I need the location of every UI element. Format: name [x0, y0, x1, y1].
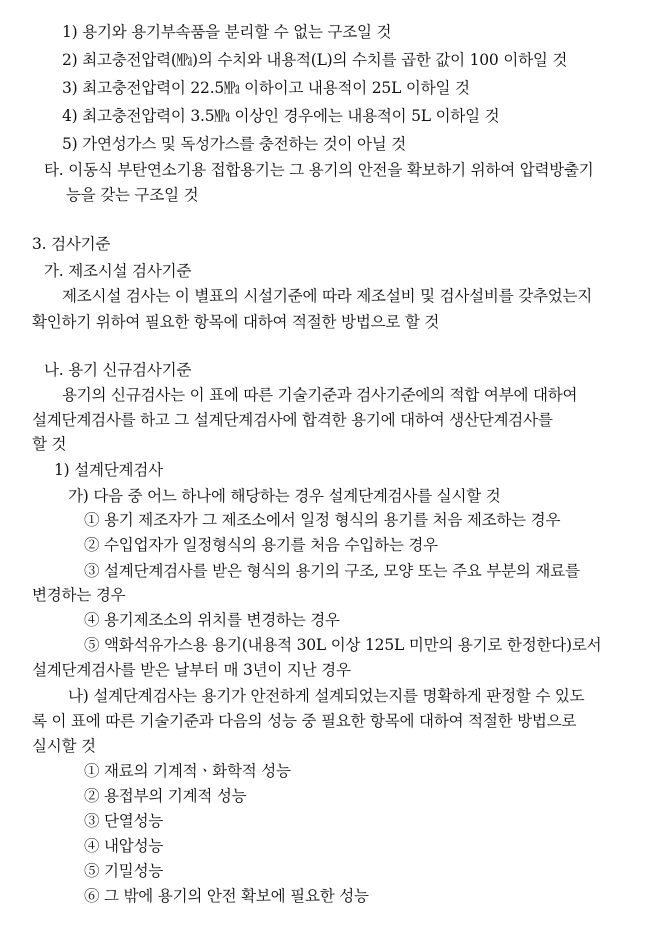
- circled-item: ⑤ 액화석유가스용 용기(내용적 30L 이상 125L 미만의 용기로 한정한다)로서: [84, 636, 602, 654]
- paragraph-ga-line2: 확인하기 위하여 필요한 항목에 대하여 적절한 방법으로 할 것: [32, 313, 440, 331]
- circled-item: ① 용기 제조자가 그 제조소에서 일정 형식의 용기를 처음 제조하는 경우: [84, 511, 561, 529]
- item-na-line2: 록 이 표에 따른 기술기준과 다음의 성능 중 필요한 항목에 대하여 적절한 방법으로: [32, 712, 577, 730]
- list-item: 1) 용기와 용기부속품을 분리할 수 없는 구조일 것: [62, 23, 392, 41]
- performance-item: ⑤ 기밀성능: [84, 862, 164, 880]
- list-item: 4) 최고충전압력이 3.5㎫ 이상인 경우에는 내용적이 5L 이하일 것: [62, 107, 500, 125]
- circled-item: ④ 용기제조소의 위치를 변경하는 경우: [84, 611, 340, 629]
- circled-item-continuation: 설계단계검사를 받은 날부터 매 3년이 지난 경우: [32, 661, 351, 679]
- paragraph-na-line1: 용기의 신규검사는 이 표에 따른 기술기준과 검사기준에의 적합 여부에 대하여: [62, 386, 578, 404]
- sub-heading-design-inspection: 1) 설계단계검사: [54, 461, 163, 479]
- paragraph-ga-line1: 제조시설 검사는 이 별표의 시설기준에 따라 제조설비 및 검사설비를 갖추었는지: [62, 287, 593, 305]
- list-item: 2) 최고충전압력(㎫)의 수치와 내용적(L)의 수치를 곱한 값이 100 이하일 것: [62, 51, 568, 69]
- circled-item: ② 수입업자가 일정형식의 용기를 처음 수입하는 경우: [84, 536, 438, 554]
- performance-item: ① 재료의 기계적ㆍ화학적 성능: [84, 762, 291, 780]
- performance-item: ② 용접부의 기계적 성능: [84, 787, 247, 805]
- paragraph-na-line2: 설계단계검사를 하고 그 설계단계검사에 합격한 용기에 대하여 생산단계검사를: [32, 411, 553, 429]
- circled-item-continuation: 변경하는 경우: [32, 586, 126, 604]
- subsection-heading-ga: 가. 제조시설 검사기준: [44, 262, 192, 280]
- subsection-heading-na: 나. 용기 신규검사기준: [44, 361, 192, 379]
- item-na-line1: 나) 설계단계검사는 용기가 안전하게 설계되었는지를 명확하게 판정할 수 있도: [68, 687, 585, 705]
- performance-item: ③ 단열성능: [84, 812, 164, 830]
- performance-item: ⑥ 그 밖에 용기의 안전 확보에 필요한 성능: [84, 887, 369, 905]
- paragraph-na-line3: 할 것: [32, 435, 67, 453]
- paragraph-ta-line1: 타. 이동식 부탄연소기용 접합용기는 그 용기의 안전을 확보하기 위하여 압력방출기: [44, 161, 594, 179]
- performance-item: ④ 내압성능: [84, 837, 164, 855]
- paragraph-ta-line2: 능을 갖는 구조일 것: [66, 186, 199, 204]
- list-item: 5) 가연성가스 및 독성가스를 충전하는 것이 아닐 것: [62, 135, 407, 153]
- circled-item: ③ 설계단계검사를 받은 형식의 용기의 구조, 모양 또는 주요 부분의 재료를: [84, 562, 580, 580]
- item-ga-conditions: 가) 다음 중 어느 하나에 해당하는 경우 설계단계검사를 실시할 것: [68, 487, 501, 505]
- item-na-line3: 실시할 것: [32, 737, 96, 755]
- list-item: 3) 최고충전압력이 22.5㎫ 이하이고 내용적이 25L 이하일 것: [62, 79, 470, 97]
- section-heading: 3. 검사기준: [32, 235, 111, 253]
